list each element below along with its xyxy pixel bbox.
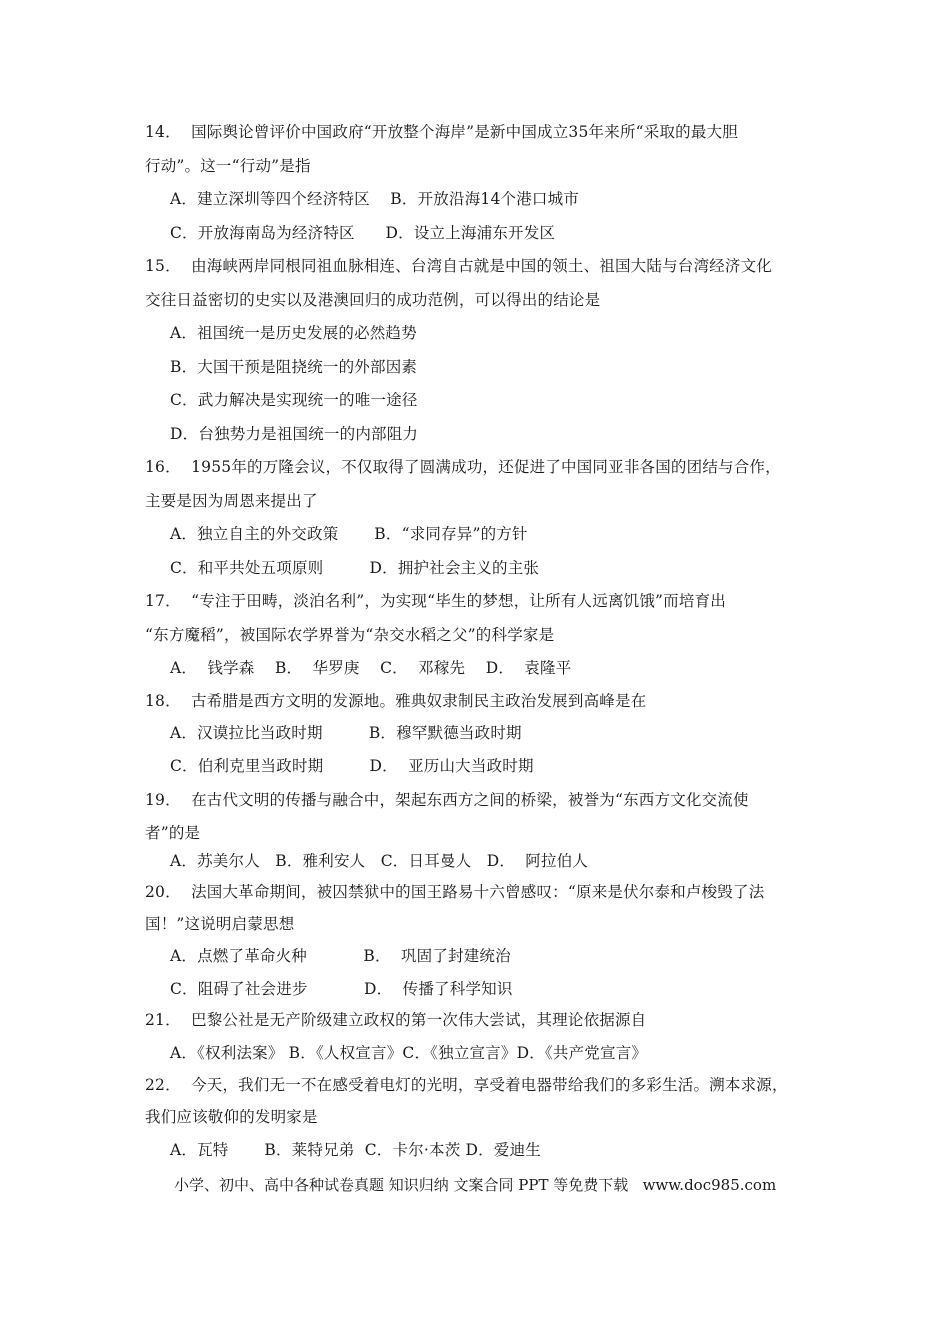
question-21-stem: 21． 巴黎公社是无产阶级建立政权的第一次伟大尝试，其理论依据源自: [145, 1011, 647, 1029]
page-footer: 小学、初中、高中各种试卷真题 知识归纳 文案合同 PPT 等免费下载 www.doc985.com: [174, 1176, 777, 1194]
question-20-options-line-1: A．点燃了革命火种 B． 巩固了封建统治: [170, 947, 511, 965]
question-15-option-a: A．祖国统一是历史发展的必然趋势: [170, 324, 417, 342]
question-14-stem-line-1: 14． 国际舆论曾评价中国政府“开放整个海岸”是新中国成立35年来所“采取的最大胆: [145, 123, 738, 141]
question-14-options-line-2: C．开放海南岛为经济特区 D．设立上海浦东开发区: [170, 224, 556, 242]
question-22-stem-line-2: 我们应该敬仰的发明家是: [145, 1108, 318, 1126]
question-14-stem-line-2: 行动”。这一“行动”是指: [145, 157, 311, 175]
question-16-options-line-1: A．独立自主的外交政策 B．“求同存异”的方针: [170, 525, 528, 543]
question-19-options: A．苏美尔人 B．雅利安人 C．日耳曼人 D． 阿拉伯人: [170, 852, 589, 870]
question-18-options-line-2: C．伯利克里当政时期 D． 亚历山大当政时期: [170, 757, 534, 775]
question-18-stem: 18． 古希腊是西方文明的发源地。雅典奴隶制民主政治发展到高峰是在: [145, 692, 647, 710]
question-15-option-c: C．武力解决是实现统一的唯一途径: [170, 391, 418, 409]
question-20-stem-line-1: 20． 法国大革命期间，被囚禁狱中的国王路易十六曾感叹：“原来是伏尔泰和卢梭毁了法: [145, 883, 765, 901]
question-17-stem-line-2: “东方魔稻”，被国际农学界誉为“杂交水稻之父”的科学家是: [145, 626, 555, 644]
question-16-stem-line-1: 16． 1955年的万隆会议，不仅取得了圆满成功，还促进了中国同亚非各国的团结与合作，: [145, 458, 781, 476]
question-15-option-b: B．大国干预是阻挠统一的外部因素: [170, 358, 418, 376]
question-15-option-d: D．台独势力是祖国统一的内部阻力: [170, 425, 419, 443]
question-17-options: A． 钱学森 B． 华罗庚 C． 邓稼先 D． 袁隆平: [170, 659, 572, 677]
question-15-stem-line-1: 15． 由海峡两岸同根同祖血脉相连、台湾自古就是中国的领土、祖国大陆与台湾经济文化: [145, 257, 772, 275]
question-15-stem-line-2: 交往日益密切的史实以及港澳回归的成功范例，可以得出的结论是: [145, 291, 601, 309]
question-16-options-line-2: C．和平共处五项原则 D．拥护社会主义的主张: [170, 559, 540, 577]
question-21-options: A．《权利法案》 B．《人权宣言》C．《独立宣言》D．《共产党宣言》: [170, 1044, 648, 1062]
question-19-stem-line-2: 者”的是: [145, 824, 201, 842]
question-17-stem-line-1: 17． “专注于田畴，淡泊名利”，为实现“毕生的梦想，让所有人远离饥饿”而培育出: [145, 592, 726, 610]
question-19-stem-line-1: 19． 在古代文明的传播与融合中，架起东西方之间的桥梁，被誉为“东西方文化交流使: [145, 791, 749, 809]
question-22-stem-line-1: 22． 今天，我们无一不在感受着电灯的光明，享受着电器带给我们的多彩生活。溯本求源，: [145, 1076, 788, 1094]
question-22-options: A．瓦特 B．莱特兄弟 C．卡尔·本茨 D．爱迪生: [170, 1141, 541, 1159]
question-16-stem-line-2: 主要是因为周恩来提出了: [145, 492, 318, 510]
question-20-stem-line-2: 国！”这说明启蒙思想: [145, 915, 295, 933]
question-18-options-line-1: A．汉谟拉比当政时期 B．穆罕默德当政时期: [170, 724, 522, 742]
question-14-options-line-1: A．建立深圳等四个经济特区 B．开放沿海14个港口城市: [170, 190, 580, 208]
question-20-options-line-2: C．阻碍了社会进步 D． 传播了科学知识: [170, 980, 513, 998]
